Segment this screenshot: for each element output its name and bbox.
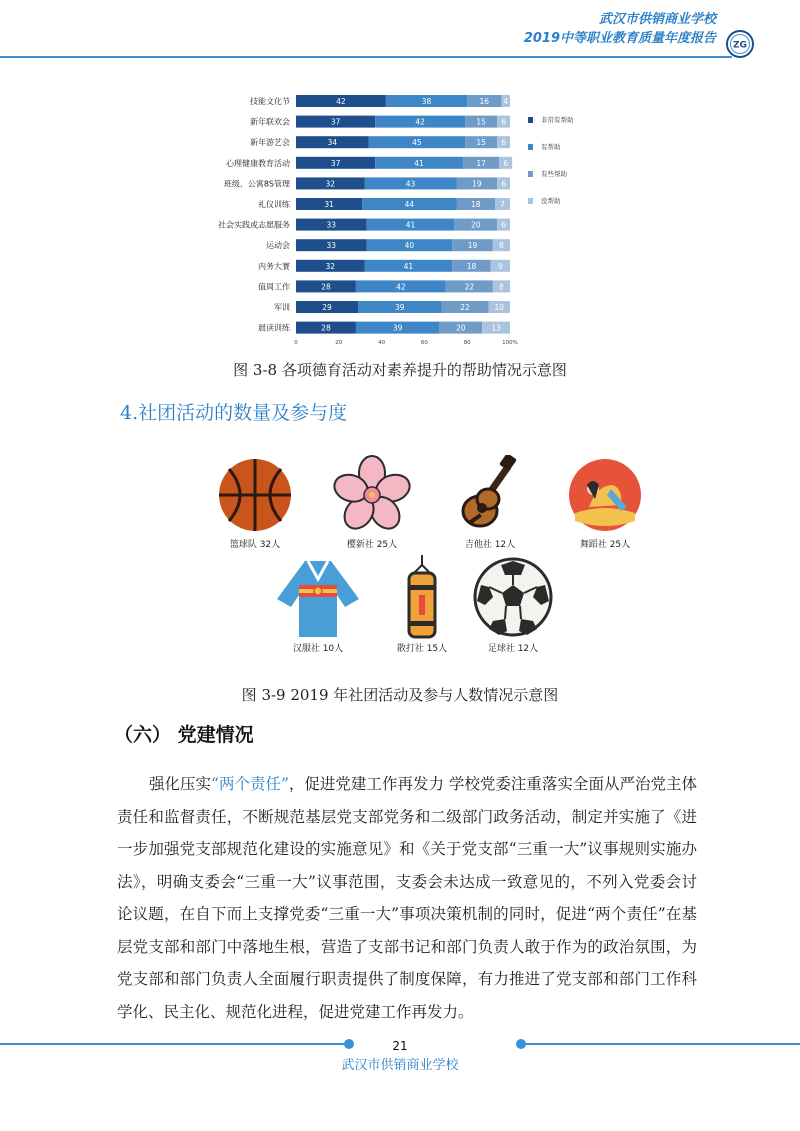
data-label: 10 [494,303,505,312]
data-label: 22 [460,303,470,312]
header-divider [0,56,732,58]
legend-label: 有帮助 [541,143,561,151]
data-label: 34 [327,138,338,148]
category-label: 新年联欢会 [250,117,290,127]
data-label: 6 [501,138,506,148]
x-tick-label: 20 [335,340,343,347]
data-label: 19 [467,241,478,251]
subsection-heading: 4.社团活动的数量及参与度 [120,402,348,424]
data-label: 8 [499,241,504,251]
x-tick-label: 60 [420,340,428,347]
legend-swatch [528,171,533,177]
data-label: 42 [396,282,406,292]
category-label: 内务大赛 [258,261,290,271]
activity-help-chart [200,92,620,348]
school-logo-text: ZG [733,40,747,51]
x-tick-label: 40 [378,340,386,347]
guitar-icon [450,455,530,535]
section-heading: （六） 党建情况 [114,724,254,746]
data-label: 22 [464,282,475,292]
category-label: 新年游艺会 [250,138,290,148]
soccer-ball-icon [471,555,555,639]
paragraph-lead: 强化压实 [149,775,212,793]
category-label: 礼仪训练 [258,200,290,209]
data-label: 33 [326,220,337,230]
data-label: 43 [405,179,416,189]
club-dance [540,455,670,550]
data-label: 42 [336,97,346,106]
dancer-icon [565,455,645,535]
category-label: 技能文化节 [250,97,290,106]
data-label: 42 [415,117,425,127]
header-title [524,10,716,48]
data-label: 45 [412,138,422,148]
footer-school-name: 武汉市供销商业学校 [341,1058,459,1073]
club-guitar [425,455,555,550]
header-school-name: 武汉市供销商业学校 [598,12,716,27]
club-football [448,555,578,654]
club-label: 汉服社 10人 [292,644,344,654]
data-label: 20 [456,323,466,333]
legend-swatch [528,117,533,123]
data-label: 32 [325,261,336,271]
data-label: 18 [466,261,477,271]
data-label: 40 [404,241,415,251]
data-label: 39 [395,303,405,312]
x-tick-label: 80 [463,340,471,347]
data-label: 7 [500,200,505,209]
data-label: 41 [403,261,414,271]
category-label: 社会实践或志愿服务 [218,220,290,230]
data-label: 4 [503,97,509,106]
data-label: 18 [470,200,481,209]
category-label: 运动会 [266,241,290,251]
data-label: 28 [321,282,331,292]
figure-3-8-caption: 图 3-8 各项德育活动对素养提升的帮助情况示意图 [233,361,567,379]
data-label: 13 [491,323,501,333]
data-label: 9 [497,261,503,271]
data-label: 8 [499,282,504,292]
category-label: 军训 [274,303,290,312]
paragraph-highlight: “两个责任” [211,775,289,793]
club-sakura [307,455,437,550]
legend-swatch [528,144,533,150]
club-label: 散打社 15人 [396,644,448,654]
hanfu-icon [275,555,361,639]
data-label: 37 [330,158,341,168]
legend-label: 非常有帮助 [541,116,574,124]
data-label: 44 [404,200,415,209]
data-label: 20 [470,220,481,230]
club-basketball [190,455,320,550]
club-label: 篮球队 32人 [229,540,281,550]
category-label: 班级、公寓8S管理 [223,179,290,189]
legend-label: 有些帮助 [541,170,567,178]
club-label: 樱新社 25人 [346,540,398,550]
legend-swatch [528,198,533,204]
data-label: 37 [330,117,341,127]
data-label: 41 [405,220,416,230]
data-label: 17 [476,158,486,168]
data-label: 29 [322,303,332,312]
legend-label: 没帮助 [541,197,561,205]
category-label: 值周工作 [258,282,290,292]
data-label: 15 [476,138,486,148]
basketball-icon [215,455,295,535]
category-label: 心理健康教育活动 [226,158,290,168]
club-label: 吉他社 12人 [464,540,516,550]
page-number: 21 [392,1039,408,1053]
data-label: 19 [472,179,482,189]
data-label: 6 [501,179,506,189]
data-label: 28 [321,323,331,333]
figure-3-9-caption: 图 3-9 2019 年社团活动及参与人数情况示意图 [241,686,559,704]
data-label: 15 [476,117,486,127]
data-label: 32 [325,179,336,189]
club-label: 舞蹈社 25人 [579,540,631,550]
x-tick-label: 100% [502,340,518,347]
x-tick-label: 0 [294,340,298,347]
data-label: 41 [414,158,424,168]
data-label: 38 [421,97,432,106]
data-label: 39 [392,323,403,333]
data-label: 6 [503,158,509,168]
data-label: 31 [324,200,334,209]
header-report-name: 2019中等职业教育质量年度报告 [523,31,716,46]
category-label: 晨读训练 [258,323,290,333]
data-label: 16 [479,97,490,106]
body-paragraph [117,768,697,1028]
paragraph-body: ，促进党建工作再发力 学校党委注重落实全面从严治党主体责任和监督责任，不断规范基层党支部党务和二级部门政务活动，制定并实施了《进一步加强党支部规范化建设的实施意见》和《关于党支部“三重一大”议事规则实施办法》，明确支委会“三重一大”议事范围，支委会未达成一致意见的，不列入党委会讨论议题，在自下而上支撑党委“三重一大”事项决策机制的同时，促进“两个责任”在基层党支部和部门中落地生根，营造了支部书记和部门负责人敢于作为的政治氛围，为党支部和部门负责人全面履行职责提供了制度保障，有力推进了党支部和部门工作科学化、民主化、规范化进程，促进党建工作再发力。 [117,775,697,1021]
school-logo-icon [726,30,754,58]
data-label: 6 [501,220,506,230]
club-label: 足球社 12人 [487,644,539,654]
data-label: 33 [326,241,337,251]
data-label: 6 [501,117,506,127]
sakura-flower-icon [332,455,412,535]
